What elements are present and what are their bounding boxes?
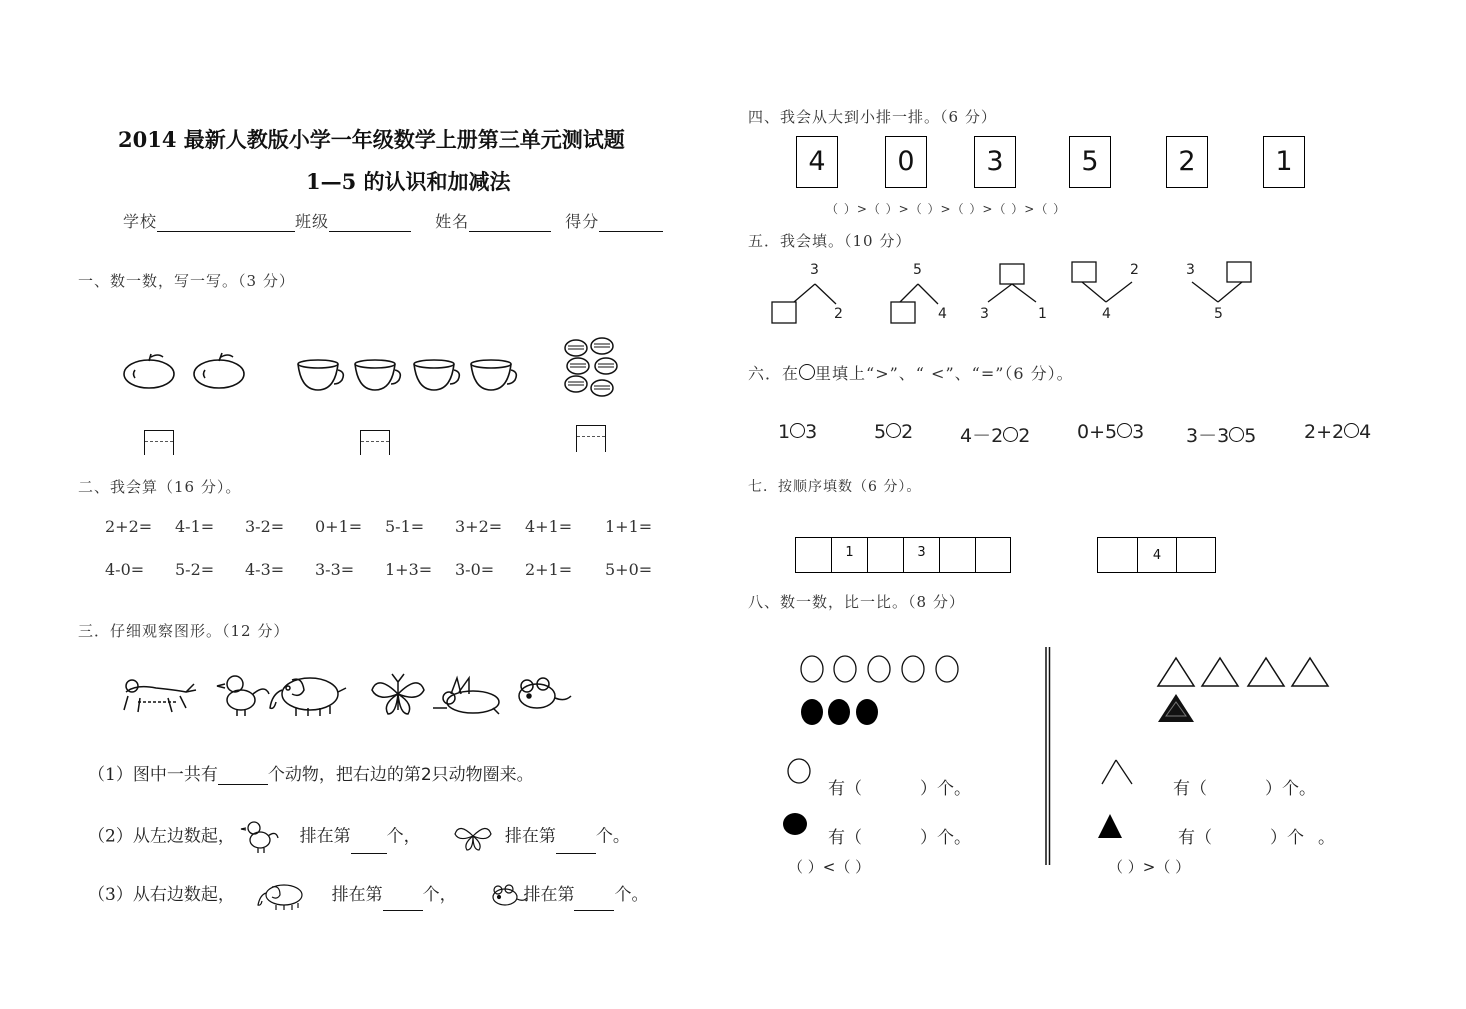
q3-position-field-1[interactable] (383, 894, 423, 911)
equation: 5+0= (605, 560, 653, 579)
compare-item[interactable]: 2+2 4 (1304, 421, 1372, 443)
bond-number: 1 (1038, 306, 1047, 322)
sequence-cell[interactable] (975, 537, 1011, 573)
section4-heading: 四、我会从大到小排一排。（6 分） (748, 108, 997, 126)
bond-number: 2 (834, 306, 843, 322)
compare-triangles[interactable]: （ ）>（ ） (1108, 858, 1191, 876)
section7-heading: 七．按顺序填数（6 分）。 (748, 479, 922, 495)
count-white-triangles[interactable]: 有（ ）个。 (1173, 779, 1316, 799)
sequence-cell: 1 (831, 537, 868, 573)
school-label: 学校 (123, 212, 158, 231)
triangles-group (1156, 654, 1332, 726)
page-subtitle: 1—5 的认识和加减法 (306, 169, 511, 194)
school-field[interactable] (157, 215, 295, 232)
score-field[interactable] (599, 215, 663, 232)
number-card: 0 (885, 136, 927, 188)
mouse-icon (489, 883, 523, 909)
q1-count-field[interactable] (218, 768, 268, 785)
mouse-icon (519, 678, 571, 708)
class-label: 班级 (295, 212, 330, 231)
bond-number: 5 (1214, 306, 1223, 322)
number-card: 4 (796, 136, 838, 188)
section8-heading: 八、数一数，比一比。（8 分） (748, 593, 965, 611)
equation: 5-1= (385, 517, 425, 536)
bond-number: 2 (1130, 262, 1139, 278)
name-label: 姓名 (435, 212, 470, 231)
equation: 2+1= (525, 560, 573, 579)
compare-item[interactable]: 5 2 (874, 421, 914, 443)
equation: 1+3= (385, 560, 433, 579)
equation: 0+1= (315, 517, 363, 536)
count-black-triangles[interactable]: 有（ ）个 。 (1178, 828, 1335, 848)
sequence-cell[interactable] (867, 537, 904, 573)
equation: 5-2= (175, 560, 215, 579)
triangle-filled-icon (1098, 812, 1126, 840)
triangle-outline-icon (1100, 758, 1134, 788)
bean-icon (560, 336, 624, 402)
number-card: 2 (1166, 136, 1208, 188)
q2-position-field-1[interactable] (351, 837, 387, 854)
answer-box-beans[interactable] (576, 425, 606, 452)
number-card: 5 (1069, 136, 1111, 188)
sequence-cell: 4 (1137, 537, 1177, 573)
bond-number: 3 (980, 306, 989, 322)
cup-icon (296, 358, 516, 398)
section2-heading: 二、我会算（16 分）。 (78, 478, 242, 496)
equation: 3-3= (315, 560, 355, 579)
count-black-circles[interactable]: 有（ ）个。 (828, 828, 971, 848)
sequence-cell[interactable] (795, 537, 832, 573)
section5-heading: 五．我会填。（10 分） (748, 232, 912, 250)
sequence-cell[interactable] (939, 537, 976, 573)
elephant-icon (258, 881, 306, 911)
answer-box-cups[interactable] (360, 430, 390, 455)
bond-number: 4 (938, 306, 947, 322)
equation: 4+1= (525, 517, 573, 536)
answer-box-apples[interactable] (144, 430, 174, 455)
page-title: 2014 最新人教版小学一年级数学上册第三单元测试题 (118, 127, 625, 152)
equation: 4-3= (245, 560, 285, 579)
bond-number: 3 (1186, 262, 1195, 278)
divider (1044, 647, 1052, 867)
equation: 3-2= (245, 517, 285, 536)
bond-number: 4 (1102, 306, 1111, 322)
q3-position-field-2[interactable] (574, 894, 614, 911)
question-3-2: （2）从左边数起， 排在第 个， 排在第 个。 (88, 820, 630, 854)
ordering-slots[interactable]: （ ）>（ ）>（ ）>（ ）>（ ）>（ ） (826, 202, 1067, 216)
rabbit-icon (433, 678, 499, 714)
apple-icon (120, 352, 250, 392)
section1-heading: 一、数一数，写一写。（3 分） (78, 272, 295, 290)
compare-item[interactable]: 0+5 3 (1077, 421, 1145, 443)
compare-item[interactable]: 3－3 5 (1186, 425, 1257, 447)
chick-icon (217, 676, 269, 716)
sequence-cell[interactable] (1176, 537, 1216, 573)
compare-item[interactable]: 4－2 2 (960, 425, 1031, 447)
animals-row (118, 672, 578, 722)
score-label: 得分 (565, 212, 600, 231)
circles-group (798, 654, 968, 728)
equation: 3+2= (455, 517, 503, 536)
chick-icon (240, 820, 280, 854)
section6-heading: 六．在 里填上“>”、“ <”、“=”（6 分）。 (748, 364, 1074, 383)
class-field[interactable] (329, 215, 411, 232)
bond-number: 5 (913, 262, 922, 278)
cat-icon (124, 680, 196, 712)
compare-item[interactable]: 1 3 (778, 421, 818, 443)
circle-filled-icon (782, 812, 810, 838)
compare-circles[interactable]: （ ）<（ ） (788, 858, 871, 876)
sequence-cell[interactable] (1097, 537, 1138, 573)
equation: 3-0= (455, 560, 495, 579)
question-3-1: （1）图中一共有 个动物，把右边的第2只动物圈来。 (88, 765, 534, 785)
number-card: 3 (974, 136, 1016, 188)
section3-heading: 三．仔细观察图形。（12 分） (78, 622, 290, 640)
equation: 2+2= (105, 517, 153, 536)
question-3-3: （3）从右边数起， 排在第 个， 排在第 个。 (88, 880, 648, 911)
sequence-cell: 3 (903, 537, 940, 573)
equation: 4-0= (105, 560, 145, 579)
header-fields (123, 209, 663, 232)
number-card: 1 (1263, 136, 1305, 188)
bond-number: 3 (810, 262, 819, 278)
equation: 1+1= (605, 517, 653, 536)
butterfly-icon (453, 822, 493, 852)
butterfly-icon (372, 674, 424, 714)
circle-outline-icon (786, 758, 814, 786)
count-white-circles[interactable]: 有（ ）个。 (828, 779, 971, 799)
equation: 4-1= (175, 517, 215, 536)
q2-position-field-2[interactable] (556, 837, 596, 854)
elephant-icon (270, 678, 346, 716)
name-field[interactable] (469, 215, 551, 232)
